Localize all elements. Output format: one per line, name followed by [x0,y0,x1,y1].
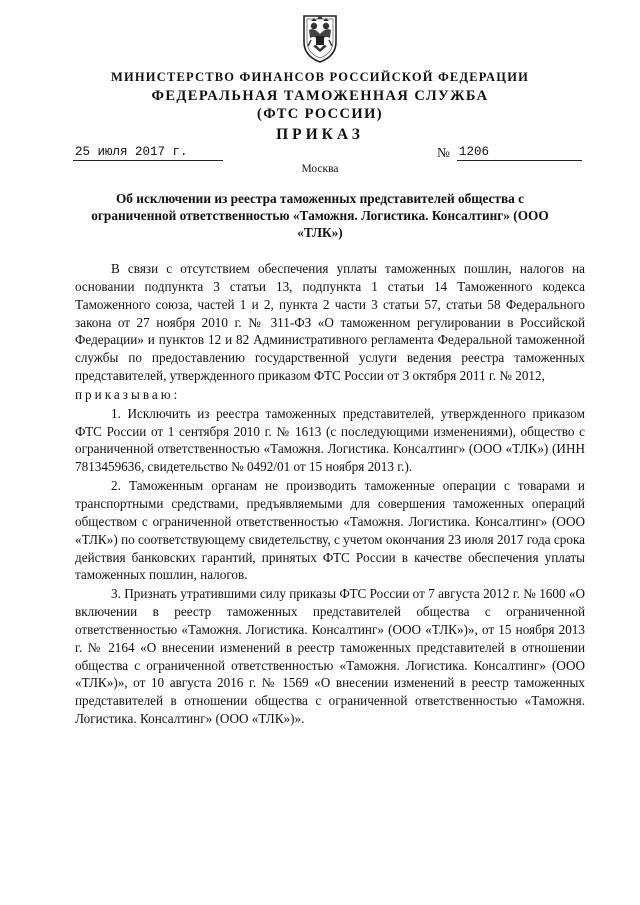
item-1-paragraph: 1. Исключить из реестра таможенных представителей, утвержденного приказом ФТС России от 1 сентября 2010 г. № 1613 (с последующими изменениями), общество с ограниченной ответственностью «Таможня. Логистика. Консалтинг» (ООО «ТЛК») (ИНН 7813459636, свидетельство № 0492/01 от 15 ноября 2013 г.). [75,405,585,475]
service-abbreviation: (ФТС РОССИИ) [256,106,384,122]
order-number: 1206 [459,145,490,159]
city: Москва [301,163,339,175]
item-2-paragraph: 2. Таможенным органам не производить таможенные операции с товарами и транспортными средствами, предъявляемыми для совершения таможенных операций обществом с ограниченной ответственностью «Таможня. Логистика. Консалтинг» (ООО «ТЛК») по соответствующему свидетельству, с учетом окончания 23 июля 2017 года срока действия банковских гарантий, принятых ФТС России в качестве обеспечения уплаты таможенных пошлин, налогов. [75,478,585,583]
ministry-name: МИНИСТЕРСТВО ФИНАНСОВ РОССИЙСКОЙ ФЕДЕРАЦИИ [110,70,530,84]
order-date: 25 июля 2017 г. [75,145,188,159]
order-title: Об исключении из реестра таможенных представителей общества с ограниченной ответственностью «Таможня. Логистика. Консалтинг» (ООО «ТЛК») [91,191,549,240]
item-3-paragraph: 3. Признать утратившими силу приказы ФТС России от 7 августа 2012 г. № 1600 «О включении в реестр таможенных представителей общества с ограниченной ответственностью «Таможня. Логистика. Консалтинг» (ООО «ТЛК»)», от 15 ноября 2013 г. № 2164 «О внесении изменений в реестр таможенных представителей в отношении общества с ограниченной ответственностью «Таможня. Логистика. Консалтинг» (ООО «ТЛК»)», от 10 августа 2016 г. № 1569 «О внесении изменений в реестр таможенных представителей в отношении общества с ограниченной ответственностью «Таможня. Логистика. Консалтинг» (ООО «ТЛК»)». [75,586,585,727]
state-emblem-icon [300,12,340,64]
order-body [75,260,585,729]
date-field [73,145,223,161]
number-label: № [437,145,450,160]
service-name: ФЕДЕРАЛЬНАЯ ТАМОЖЕННАЯ СЛУЖБА [151,88,489,104]
order-word: приказываю: [75,386,181,402]
number-field [437,145,582,160]
document-type: ПРИКАЗ [276,126,364,143]
preamble-paragraph: В связи с отсутствием обеспечения уплаты таможенных пошлин, налогов на основании подпункта 3 статьи 13, подпункта 1 статьи 14 Таможенного кодекса Таможенного союза, частей 1 и 2, пункта 2 части 3 статьи 57, статьи 58 Федерального закона от 27 ноября 2010 г. № 311-ФЗ «О таможенном регулировании в Российской Федерации» и пунктов 12 и 82 Административного регламента Федеральной таможенной службы по предоставлению государственной услуги ведения реестра таможенных представителей, утвержденного приказом ФТС России от 3 октября 2011 г. № 2012, [75,261,585,384]
